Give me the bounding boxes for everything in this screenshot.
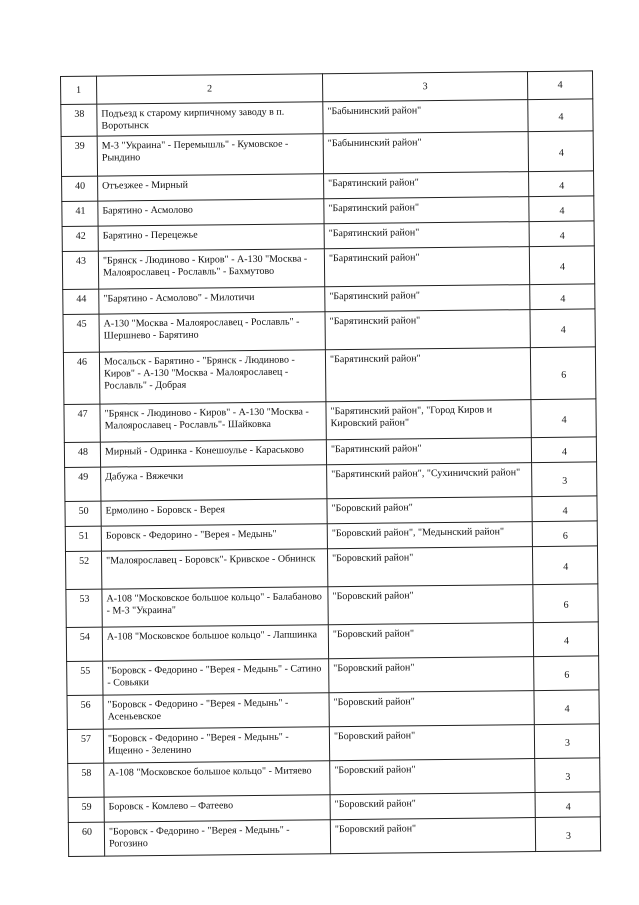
table-row — [63, 347, 596, 405]
district-cell: "Боровский район" — [329, 725, 534, 761]
district-cell: "Боровский район" — [328, 623, 533, 659]
district-cell: "Барятинский район" — [324, 172, 529, 199]
category-cell: 4 — [532, 496, 597, 522]
category-cell: 4 — [528, 99, 593, 132]
road-name-cell: Мирный - Одринка - Конешоулье - Караськово — [100, 440, 326, 467]
road-name-cell: Отъезжее - Мирный — [98, 174, 324, 201]
district-cell: "Боровский район" — [328, 585, 533, 625]
row-number: 38 — [61, 104, 97, 136]
table-row — [61, 131, 593, 177]
row-number: 40 — [62, 176, 98, 201]
district-cell: "Барятинский район" — [325, 348, 531, 402]
row-number: 56 — [67, 695, 103, 729]
row-number: 54 — [66, 627, 102, 661]
category-cell: 4 — [529, 171, 594, 197]
category-cell: 3 — [532, 462, 597, 497]
category-cell: 3 — [535, 817, 600, 852]
district-cell: "Боровский район" — [329, 657, 534, 693]
row-number: 49 — [65, 467, 101, 501]
document-page — [60, 76, 592, 857]
row-number: 57 — [67, 729, 103, 763]
row-number: 51 — [65, 526, 101, 551]
road-name-cell: "Брянск - Людиново - Киров" - А-130 "Москва - Малоярославец - Рославль"- Шайковка — [100, 402, 326, 442]
category-cell: 3 — [535, 758, 600, 793]
district-cell: "Боровский район" — [330, 759, 535, 795]
road-name-cell: "Боровск - Федорино - "Верея - Медынь" - Рогозино — [104, 820, 330, 856]
category-cell: 4 — [531, 437, 596, 463]
header-col-2: 2 — [97, 74, 323, 104]
category-cell: 4 — [530, 309, 595, 348]
row-number: 43 — [62, 251, 98, 289]
district-cell: "Барятинский район" — [324, 197, 529, 224]
category-cell: 4 — [530, 284, 595, 310]
header-col-1: 1 — [61, 76, 97, 104]
road-name-cell: Боровск - Комлево – Фатеево — [104, 795, 330, 822]
road-name-cell: А-108 "Московское большое кольцо" - Балабаново - М-3 "Украина" — [102, 587, 328, 627]
header-col-3: 3 — [322, 72, 527, 102]
table-row — [63, 309, 595, 353]
category-cell: 4 — [531, 399, 596, 438]
row-number: 42 — [62, 226, 98, 251]
road-name-cell: Барятино - Перецежье — [98, 224, 324, 251]
road-name-cell: Боровск - Федорино - "Верея - Медынь" — [101, 524, 327, 551]
district-cell: "Барятинский район", "Сухиничский район" — [327, 463, 532, 499]
table-row — [67, 690, 599, 730]
row-number: 45 — [63, 314, 99, 352]
district-cell: "Барятинский район" — [324, 247, 529, 287]
category-cell: 4 — [529, 196, 594, 222]
table-row — [62, 246, 594, 290]
district-cell: "Боровский район" — [329, 691, 534, 727]
road-name-cell: А-108 "Московское большое кольцо" - Лапшинка — [102, 625, 328, 661]
district-cell: "Боровский район" — [330, 793, 535, 820]
district-cell: "Бабынинский район" — [323, 132, 528, 174]
category-cell: 4 — [535, 792, 600, 818]
category-cell: 3 — [534, 724, 599, 759]
row-number: 39 — [61, 136, 97, 176]
row-number: 52 — [65, 551, 101, 589]
road-name-cell: М-3 "Украина" - Перемышль" - Кумовское - Рындино — [97, 134, 323, 176]
table-row — [67, 724, 599, 764]
table-row — [68, 817, 600, 857]
road-name-cell: Дабужа - Вяжечки — [101, 465, 327, 501]
row-number: 53 — [66, 589, 102, 627]
category-cell: 6 — [533, 584, 598, 623]
table-row — [64, 399, 596, 443]
row-number: 59 — [68, 797, 104, 822]
table-row — [66, 622, 598, 662]
row-number: 44 — [63, 289, 99, 314]
row-number: 41 — [62, 201, 98, 226]
road-name-cell: "Боровск - Федорино - "Верея - Медынь" - Ищеино - Зеленино — [103, 727, 329, 763]
table-row — [68, 758, 600, 798]
road-name-cell: "Брянск - Людиново - Киров" - А-130 "Москва - Малоярославец - Рославль" - Бахмутово — [98, 249, 324, 289]
category-cell: 6 — [534, 656, 599, 691]
district-cell: "Барятинский район" — [325, 285, 530, 312]
header-col-4: 4 — [527, 71, 592, 100]
road-name-cell: А-108 "Московское большое кольцо" - Митяево — [104, 761, 330, 797]
district-cell: "Барятинский район" — [325, 310, 530, 350]
category-cell: 4 — [529, 246, 594, 285]
row-number: 47 — [64, 404, 100, 442]
row-number: 55 — [67, 661, 103, 695]
road-name-cell: "Малоярославец - Боровск"- Кривское - Обнинск — [101, 549, 327, 589]
road-name-cell: А-130 "Москва - Малоярославец - Рославль" - Шершнево - Барятино — [99, 312, 325, 352]
table-row — [65, 462, 597, 502]
road-name-cell: "Боровск - Федорино - "Верея - Медынь" - Сатино - Совьяки — [103, 659, 329, 695]
road-name-cell: Подъезд к старому кирпичному заводу в п. Воротынск — [97, 102, 323, 136]
road-name-cell: Барятино - Асмолово — [98, 199, 324, 226]
district-cell: "Барятинский район" — [326, 438, 531, 465]
table-row — [65, 546, 597, 590]
category-cell: 4 — [532, 546, 597, 585]
district-cell: "Бабынинский район" — [323, 100, 528, 134]
roads-table — [60, 70, 601, 857]
category-cell: 4 — [534, 690, 599, 725]
row-number: 48 — [64, 442, 100, 467]
table-row — [66, 584, 598, 628]
category-cell: 6 — [530, 347, 596, 400]
road-name-cell: "Барятино - Асмолово" - Милотичи — [99, 287, 325, 314]
table-body — [61, 71, 601, 857]
district-cell: "Боровский район" — [330, 818, 535, 854]
road-name-cell: Мосальск - Барятино - "Брянск - Людиново - Киров" - А-130 "Москва - Малоярославец - Рославль" - Добрая — [99, 350, 326, 404]
row-number: 60 — [68, 822, 104, 856]
road-name-cell: "Боровск - Федорино - "Верея - Медынь" - Асеньевское — [103, 693, 329, 729]
row-number: 50 — [65, 501, 101, 526]
category-cell: 4 — [533, 622, 598, 657]
category-cell: 4 — [528, 131, 593, 172]
category-cell: 4 — [529, 221, 594, 247]
district-cell: "Боровский район" — [327, 497, 532, 524]
row-number: 46 — [63, 352, 100, 404]
district-cell: "Барятинский район" — [324, 222, 529, 249]
table-row — [67, 656, 599, 696]
district-cell: "Боровский район" — [327, 547, 532, 587]
row-number: 58 — [68, 763, 104, 797]
road-name-cell: Ермолино - Боровск - Верея — [101, 499, 327, 526]
district-cell: "Боровский район", "Медынский район" — [327, 522, 532, 549]
district-cell: "Барятинский район", "Город Киров и Кировский район" — [326, 400, 531, 440]
category-cell: 6 — [532, 521, 597, 547]
